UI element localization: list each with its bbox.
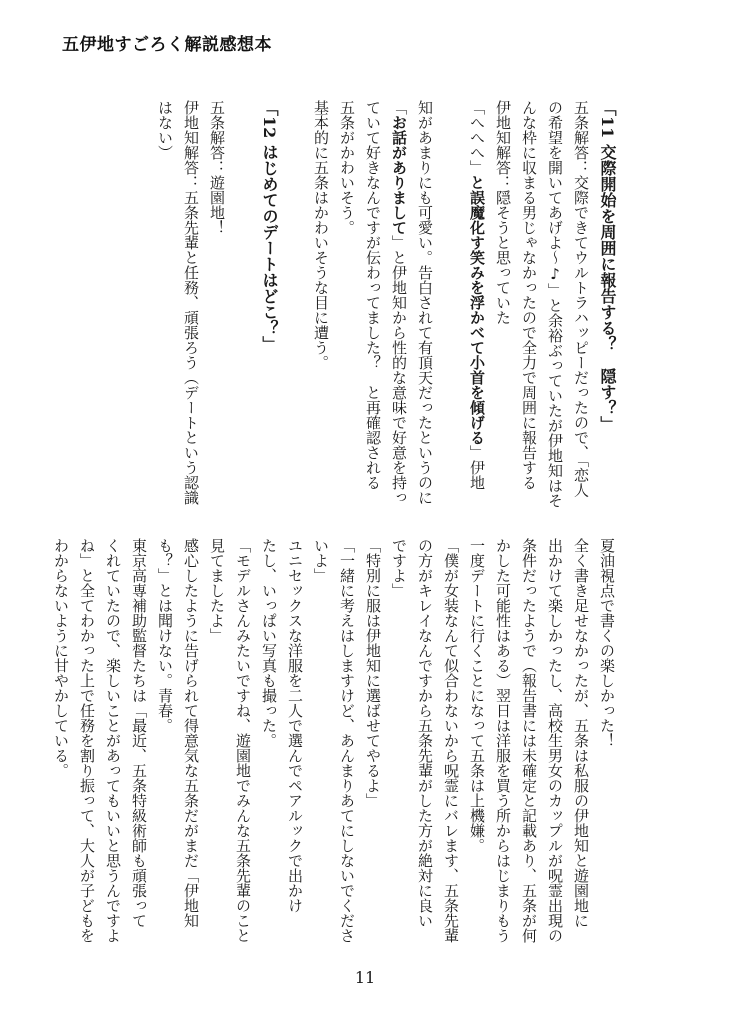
section-12-title: 「12 はじめてのデートはどこ？」 [260, 100, 279, 352]
upper-text-block [152, 100, 620, 508]
text-line: いよ」 [312, 538, 330, 583]
text-line: 伊地知解答：隠そうと思っていた [494, 100, 512, 325]
text-line: 五条解答：遊園地！ [208, 100, 226, 235]
page-number: 11 [354, 968, 376, 987]
text-line: かした可能性はある）翌日は洋服を買う所からはじまりもう [494, 538, 512, 943]
text-line: ユニセックスな洋服を二人で選んでペアルックで出かけ [286, 538, 304, 913]
text-line: 伊地知解答：五条先輩と任務、頑張ろう（デートという認識 [182, 100, 200, 505]
text-line: 一度デートに行くことになって五条は上機嫌。 [468, 538, 486, 853]
text-line: ていて好きなんですが伝わってました？ と再確認される [364, 100, 382, 490]
comment-bold: と誤魔化す笑みを浮かべて小首を傾げる [468, 175, 486, 445]
text-line: 「モデルさんみたいですね、遊園地でみんな五条先輩のこと [234, 538, 252, 943]
text-line: 見てましたよ」 [208, 538, 226, 643]
text-line: んな枠に収まる男じゃなかったので全力で周囲に報告する [520, 100, 538, 490]
comment-tail: 」と伊地知から性的な意味で好意を持っ [390, 235, 408, 505]
text-line: 「一緒に考えはしますけど、あんまりあてにしないでくださ [338, 538, 356, 943]
text-line: 条件だったようで（報告書には未確定と記載あり、五条が何 [520, 538, 538, 943]
text-line: も？」とは聞けない。青春。 [156, 538, 174, 733]
text-line: 「僕が女装なんて似合わないから呪霊にバレます、五条先輩 [442, 538, 460, 943]
text-line: 「特別に服は伊地知に選ばせてやるよ」 [364, 538, 382, 808]
comment-tail: 」伊地 [468, 445, 486, 490]
text-line: たし、いっぱい写真も撮った。 [260, 538, 278, 748]
text-line: 基本的に五条はかわいそうな目に遭う。 [312, 100, 330, 370]
text-line: 夏油視点で書くの楽しかった！ [598, 538, 616, 748]
comment-line [464, 100, 490, 500]
comment-line [386, 100, 412, 505]
text-line: 感心したように告げられて得意気な五条だがまだ「伊地知 [182, 538, 200, 928]
text-line: ですよ」 [390, 538, 408, 598]
text-line: 出かけて楽しかったし、高校生男女のカップルが呪霊出現の [546, 538, 564, 943]
comment-quote-open: 「 [390, 100, 408, 115]
text-line: くれていたので、楽しいことがあってもいいと思うんですよ [104, 538, 122, 943]
text-line: はない） [156, 100, 174, 160]
comment-quote: 「へへへ」 [468, 100, 486, 175]
text-line: 知があまりにも可愛い。告白されて有頂天だったというのに [416, 100, 434, 505]
comment-bold: お話がありまして [390, 115, 408, 235]
text-line: 五条解答：交際できてウルトラハッピーだったので、「恋人 [572, 100, 590, 498]
text-line: 全く書き足せなかったが、五条は私服の伊地知と遊園地に [572, 538, 590, 928]
lower-text-block [48, 538, 620, 943]
text-line: の希望を開いてあげよ〜♪」と余裕ぶっていたが伊地知はそ [546, 100, 564, 508]
section-11-title: 「11 交際開始を周囲に報告する？ 隠す？」 [598, 100, 617, 432]
text-line: 東京高専補助監督たちは「最近、五条特級術師も頑張って [130, 538, 148, 928]
text-line: わからないように甘やかしている。 [52, 538, 70, 778]
text-line: の方がキレイなんですから五条先輩がした方が絶対に良い [416, 538, 434, 928]
page-header-title: 五伊地すごろく解説感想本 [62, 35, 272, 55]
text-line: 五条がかわいそう。 [338, 100, 356, 235]
text-line: ね」と全てわかった上で任務を割り振って、大人が子どもを [78, 538, 96, 943]
